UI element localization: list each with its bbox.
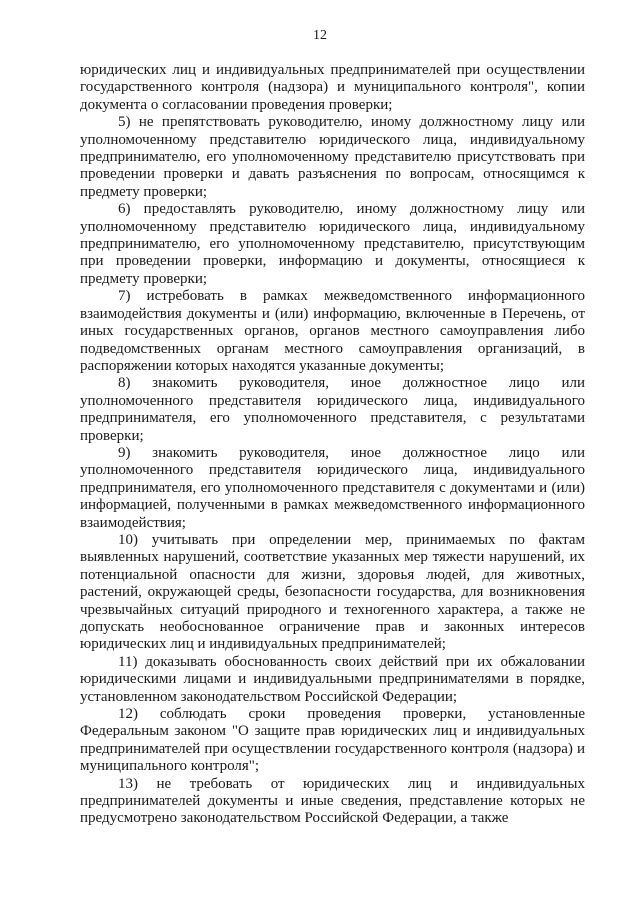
paragraph-item-12: 12) соблюдать сроки проведения проверки, установленные Федеральным законом "О защите прав юридических лиц и индивидуальных предпринимателей при осуществлении государственного контроля (надзора) и муниципального контроля"; [80,706,585,775]
paragraph-continuation: юридических лиц и индивидуальных предпринимателей при осуществлении государственного контроля (надзора) и муниципального контроля", копии документа о согласовании проведения проверки; [80,62,585,113]
paragraph-item-8: 8) знакомить руководителя, иное должностное лицо или уполномоченного представителя юридического лица, индивидуального предпринимателя, его уполномоченного представителя, с результатами проверки; [80,375,585,444]
document-body [80,62,585,828]
paragraph-item-13: 13) не требовать от юридических лиц и индивидуальных предпринимателей документы и иные сведения, представление которых не предусмотрено законодательством Российской Федерации, а также [80,775,585,827]
paragraph-item-9: 9) знакомить руководителя, иное должностное лицо или уполномоченного представителя юридического лица, индивидуального предпринимателя, его уполномоченного представителя с документами и (или) информацией, полученными в рамках межведомственного информационного взаимодействия; [80,444,585,531]
paragraph-item-11: 11) доказывать обоснованность своих действий при их обжаловании юридическими лицами и индивидуальными предпринимателями в порядке, установленном законодательством Российской Федерации; [80,653,585,705]
paragraph-item-6: 6) предоставлять руководителю, иному должностному лицу или уполномоченному представителю юридического лица, индивидуальному предпринимателю, его уполномоченному представителю, присутствующим при проведении проверки, информацию и документы, относящиеся к предмету проверки; [80,201,585,287]
paragraph-item-5: 5) не препятствовать руководителю, иному должностному лицу или уполномоченному представителю юридического лица, индивидуальному предпринимателю, его уполномоченному представителю присутствовать при проведении проверки и давать разъяснения по вопросам, относящимся к предмету проверки; [80,114,585,200]
paragraph-item-7: 7) истребовать в рамках межведомственного информационного взаимодействия документы и (или) информацию, включенные в Перечень, от иных государственных органов, органов местного самоуправления либо подведомственных органам местного самоуправления организаций, в распоряжении которых находятся указанные документы; [80,288,585,374]
paragraph-item-10: 10) учитывать при определении мер, принимаемых по фактам выявленных нарушений, соответствие указанных мер тяжести нарушений, их потенциальной опасности для жизни, здоровья людей, для животных, растений, окружающей среды, безопасности государства, для возникновения чрезвычайных ситуаций природного и техногенного характера, а также не допускать необоснованное ограничение прав и законных интересов юридических лиц и индивидуальных предпринимателей; [80,531,585,653]
page-number: 12 [313,28,327,43]
